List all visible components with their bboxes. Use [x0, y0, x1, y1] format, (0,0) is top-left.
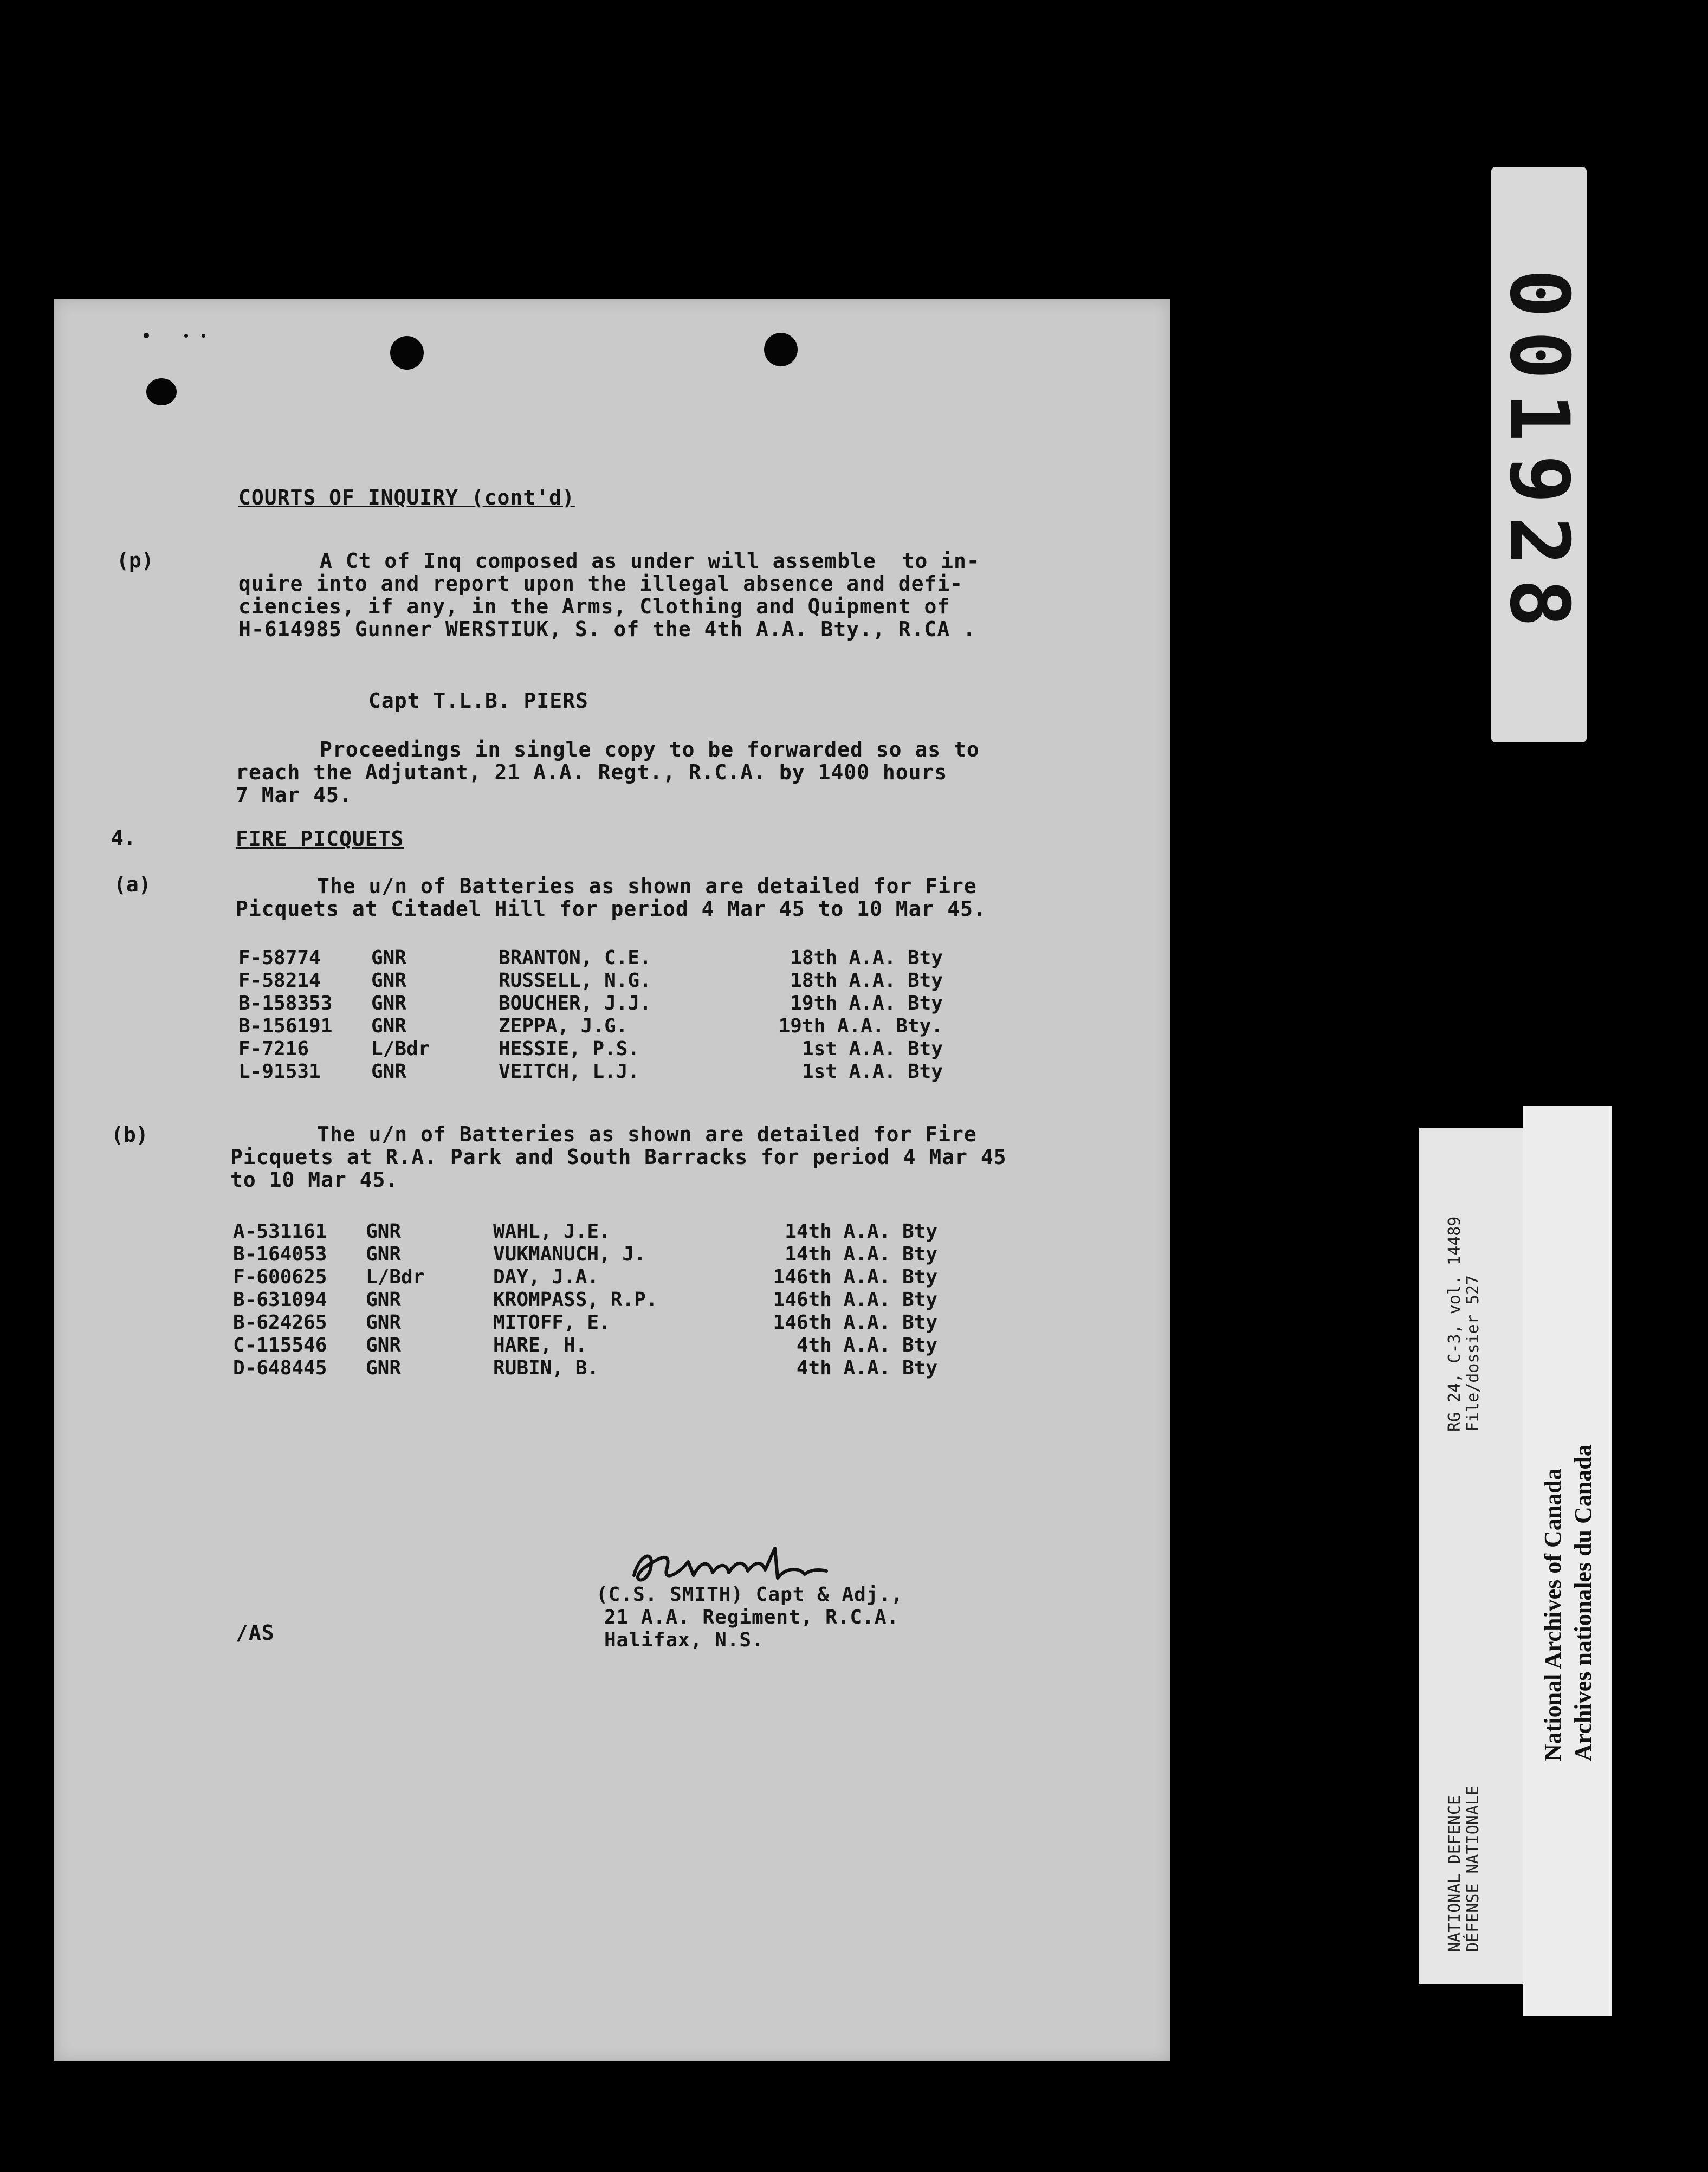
soldier-name: DAY, J.A. [493, 1266, 599, 1288]
battery: 4th A.A. Bty [796, 1357, 937, 1379]
battery: 1st A.A. Bty [801, 1061, 943, 1083]
roster-a [238, 947, 997, 1083]
battery: 14th A.A. Bty [785, 1220, 937, 1243]
speck [202, 334, 205, 338]
roster-row [238, 992, 997, 1015]
service-number: B-158353 [238, 992, 333, 1014]
inquiry-officer: Capt T.L.B. PIERS [368, 689, 588, 713]
file-number: 001928 [1492, 269, 1586, 641]
roster-row [233, 1311, 992, 1334]
section-title: FIRE PICQUETS [236, 827, 404, 851]
paragraph-p-line: A Ct of Inq composed as under will assemble to in- [320, 549, 980, 573]
signature-line: Halifax, N.S. [604, 1629, 764, 1651]
roster-row [238, 969, 997, 992]
document-page [54, 299, 1170, 2061]
section-number: 4. [111, 826, 136, 850]
service-number: B-164053 [233, 1243, 327, 1265]
service-number: F-7216 [238, 1038, 309, 1060]
punch-hole [764, 333, 798, 366]
service-number: F-58214 [238, 969, 321, 992]
paragraph-p-line: ciencies, if any, in the Arms, Clothing and Quipment of [238, 594, 950, 618]
service-number: B-631094 [233, 1289, 327, 1311]
roster-row [233, 1357, 992, 1380]
archives-strip [1523, 1106, 1612, 2016]
proceedings-line: reach the Adjutant, 21 A.A. Regt., R.C.A. by 1400 hours [236, 760, 948, 784]
soldier-name: ZEPPA, J.G. [499, 1015, 628, 1037]
paragraph-p-line: quire into and report upon the illegal absence and defi- [238, 572, 963, 596]
file-number-strip [1491, 167, 1587, 742]
roster-row [238, 1015, 997, 1038]
soldier-name: MITOFF, E. [493, 1311, 611, 1334]
rank: GNR [366, 1357, 402, 1379]
soldier-name: WAHL, J.E. [493, 1220, 611, 1243]
paragraph-b-line: Picquets at R.A. Park and South Barracks for period 4 Mar 45 [230, 1145, 1007, 1169]
service-number: A-531161 [233, 1220, 327, 1243]
speck [184, 334, 188, 338]
soldier-name: HARE, H. [493, 1334, 587, 1356]
battery: 4th A.A. Bty [796, 1334, 937, 1356]
rank: L/Bdr [366, 1266, 425, 1288]
battery: 18th A.A. Bty [790, 947, 943, 969]
battery: 14th A.A. Bty [785, 1243, 937, 1265]
soldier-name: RUSSELL, N.G. [499, 969, 651, 992]
signature-line: 21 A.A. Regiment, R.C.A. [604, 1606, 900, 1628]
signature-line: (C.S. SMITH) Capt & Adj., [596, 1583, 903, 1606]
roster-row [233, 1289, 992, 1311]
defense-nationale-text: DÉFENSE NATIONALE [1464, 1785, 1483, 1952]
section-heading: COURTS OF INQUIRY (cont'd) [238, 486, 575, 509]
reference-label-strip [1419, 1128, 1525, 1984]
service-number: B-624265 [233, 1311, 327, 1334]
soldier-name: KROMPASS, R.P. [493, 1289, 658, 1311]
paragraph-b-line: The u/n of Batteries as shown are detailed for Fire [317, 1122, 977, 1146]
battery: 146th A.A. Bty [773, 1266, 937, 1288]
roster-row [233, 1334, 992, 1357]
service-number: D-648445 [233, 1357, 327, 1379]
paragraph-label-a: (a) [114, 872, 151, 896]
speck [144, 333, 149, 338]
paragraph-label-b: (b) [111, 1123, 148, 1147]
punch-hole [146, 378, 177, 405]
battery: 19th A.A. Bty [790, 992, 943, 1014]
rank: GNR [371, 1061, 407, 1083]
rank: GNR [366, 1289, 402, 1311]
roster-row [238, 1061, 997, 1083]
soldier-name: RUBIN, B. [493, 1357, 599, 1379]
rank: GNR [366, 1220, 402, 1243]
soldier-name: HESSIE, P.S. [499, 1038, 640, 1060]
roster-row [238, 947, 997, 969]
rank: GNR [371, 947, 407, 969]
soldier-name: BRANTON, C.E. [499, 947, 651, 969]
service-number: C-115546 [233, 1334, 327, 1356]
rank: GNR [366, 1243, 402, 1265]
file-dossier-text: File/dossier 527 [1464, 1275, 1483, 1432]
battery: 146th A.A. Bty [773, 1311, 937, 1334]
rg-reference-text: RG 24, C-3, vol. 14489 [1445, 1216, 1464, 1432]
roster-row [233, 1220, 992, 1243]
battery: 19th A.A. Bty. [778, 1015, 943, 1037]
proceedings-line: 7 Mar 45. [236, 783, 352, 807]
service-number: B-156191 [238, 1015, 333, 1037]
rank: L/Bdr [371, 1038, 430, 1060]
roster-row [233, 1243, 992, 1266]
archives-french: Archives nationales du Canada [1570, 1444, 1596, 1761]
archives-label [1538, 1444, 1599, 1761]
soldier-name: BOUCHER, J.J. [499, 992, 651, 1014]
rank: GNR [366, 1334, 402, 1356]
proceedings-line: Proceedings in single copy to be forwarded so as to [320, 738, 980, 761]
roster-row [233, 1266, 992, 1289]
punch-hole [390, 336, 424, 370]
archives-english: National Archives of Canada [1539, 1468, 1566, 1761]
national-defence-label [1446, 1786, 1483, 1952]
paragraph-a-line: Picquets at Citadel Hill for period 4 Mar 45 to 10 Mar 45. [236, 897, 986, 921]
battery: 18th A.A. Bty [790, 969, 943, 992]
paragraph-a-line: The u/n of Batteries as shown are detailed for Fire [317, 874, 977, 898]
rank: GNR [371, 1015, 407, 1037]
battery: 146th A.A. Bty [773, 1289, 937, 1311]
service-number: F-600625 [233, 1266, 327, 1288]
typist-reference: /AS [236, 1621, 275, 1645]
roster-b [233, 1220, 992, 1380]
national-defence-text: NATIONAL DEFENCE [1445, 1795, 1464, 1952]
soldier-name: VUKMANUCH, J. [493, 1243, 646, 1265]
rank: GNR [371, 969, 407, 992]
rg-reference-label [1446, 1217, 1483, 1432]
paragraph-p-line: H-614985 Gunner WERSTIUK, S. of the 4th A.A. Bty., R.CA . [238, 617, 976, 641]
service-number: L-91531 [238, 1061, 321, 1083]
service-number: F-58774 [238, 947, 321, 969]
paragraph-label-p: (p) [117, 548, 154, 572]
rank: GNR [366, 1311, 402, 1334]
soldier-name: VEITCH, L.J. [499, 1061, 640, 1083]
battery: 1st A.A. Bty [801, 1038, 943, 1060]
rank: GNR [371, 992, 407, 1014]
roster-row [238, 1038, 997, 1061]
paragraph-b-line: to 10 Mar 45. [230, 1168, 399, 1192]
